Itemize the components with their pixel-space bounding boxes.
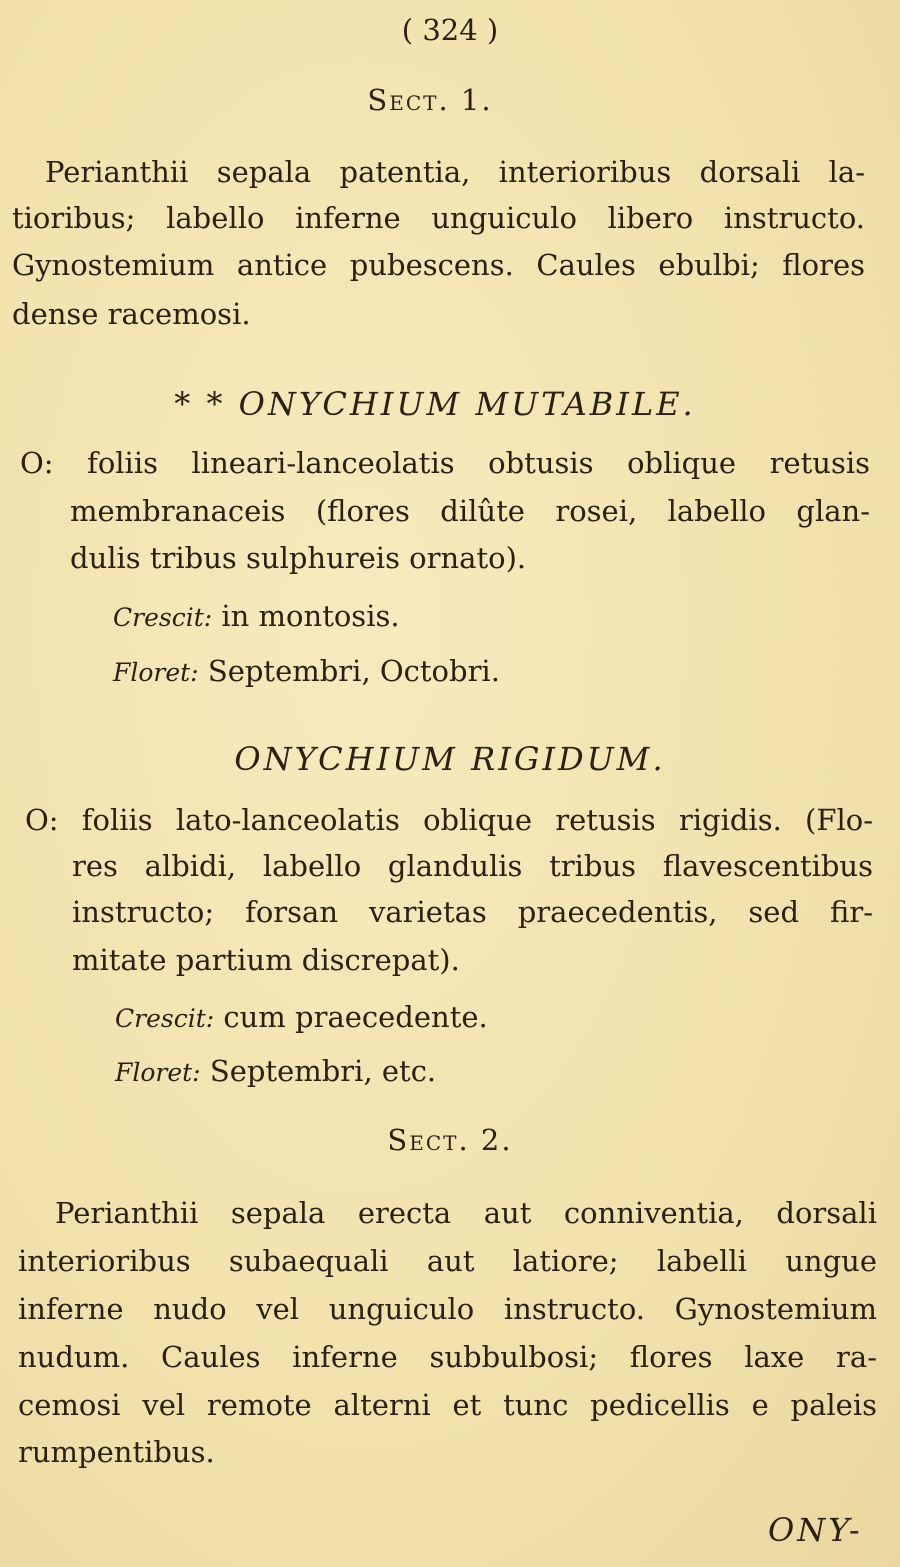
section-1-line: tioribus; labello inferne unguiculo libero instructo. (12, 201, 865, 235)
species-1-line: O: foliis lineari-lanceolatis obtusis oblique retusis (20, 446, 870, 480)
section-2-line: inferne nudo vel unguiculo instructo. Gynostemium (18, 1292, 877, 1326)
section-2-line: interioribus subaequali aut latiore; labelli ungue (18, 1244, 877, 1278)
species-1-heading: * * ONYCHIUM MUTABILE. (174, 385, 696, 423)
page-number: ( 324 ) (401, 13, 499, 47)
crescit-label: Crescit: (113, 603, 213, 632)
catchword: ONY- (768, 1511, 863, 1549)
species-2-line: O: foliis lato-lanceolatis oblique retusis rigidis. (Flo- (25, 803, 873, 837)
crescit-value: in montosis. (221, 599, 400, 633)
floret-label: Floret: (115, 1058, 201, 1087)
species-2-crescit (115, 999, 488, 1037)
crescit-value: cum praecedente. (223, 1000, 488, 1034)
species-2-line: mitate partium discrepat). (72, 943, 460, 977)
floret-label: Floret: (113, 658, 199, 687)
section-1-line: dense racemosi. (12, 297, 251, 331)
section-1-line: Perianthii sepala patentia, interioribus dorsali la- (45, 155, 865, 189)
floret-value: Septembri, etc. (209, 1054, 437, 1088)
floret-value: Septembri, Octobri. (207, 654, 500, 688)
species-2-heading: ONYCHIUM RIGIDUM. (234, 740, 666, 778)
section-2-line: cemosi vel remote alterni et tunc pedicellis e paleis (18, 1388, 877, 1422)
species-2-line: res albidi, labello glandulis tribus flavescentibus (72, 849, 873, 883)
section-1-line: Gynostemium antice pubescens. Caules ebulbi; flores (12, 248, 865, 282)
section-2-line: Perianthii sepala erecta aut conniventia, dorsali (55, 1196, 877, 1230)
section-2-line: nudum. Caules inferne subbulbosi; flores laxe ra- (18, 1340, 877, 1374)
section-1-title: Sect. 1. (367, 83, 493, 117)
species-1-floret (113, 653, 500, 691)
section-2-title: Sect. 2. (387, 1123, 513, 1157)
species-1-crescit (113, 598, 400, 636)
species-1-line: membranaceis (flores dilûte rosei, labello glan- (70, 494, 870, 528)
species-2-line: instructo; forsan varietas praecedentis, sed fir- (72, 895, 873, 929)
section-2-line: rumpentibus. (18, 1435, 215, 1469)
species-2-floret (115, 1053, 436, 1091)
species-1-line: dulis tribus sulphureis ornato). (70, 541, 527, 575)
crescit-label: Crescit: (115, 1004, 215, 1033)
